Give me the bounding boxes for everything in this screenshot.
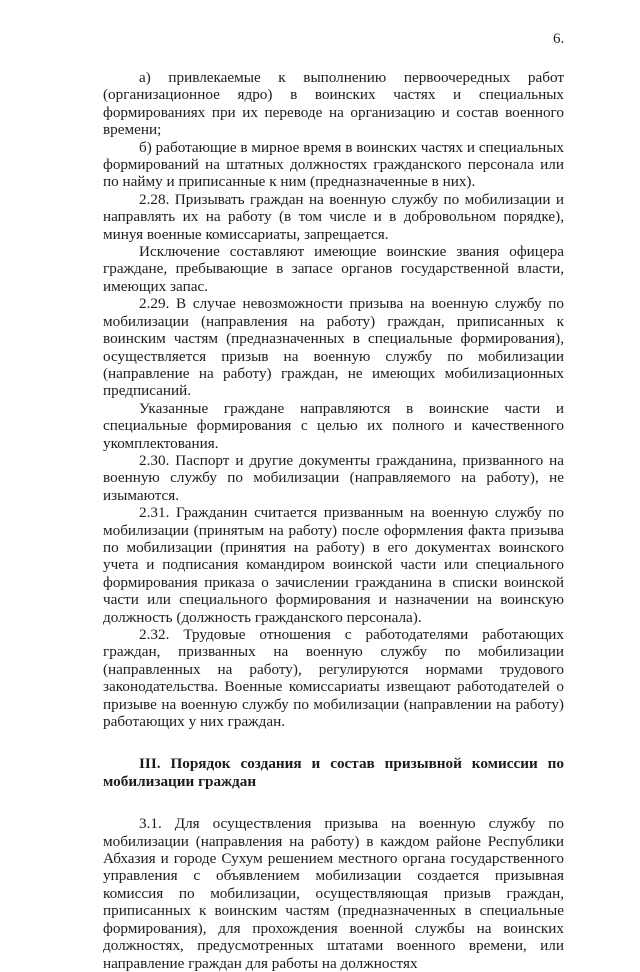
document-body: [103, 69, 564, 972]
paragraph-2-32: 2.32. Трудовые отношения с работодателями работающих граждан, призванных на военную службу по мобилизации (направленных на работу), регулируются нормами трудового законодательства. Военные комиссариаты извещают работодателей о призыве на военную службу по мобилизации (направлении на работу) работающих у них граждан.: [103, 626, 564, 731]
paragraph-2-31: 2.31. Гражданин считается призванным на военную службу по мобилизации (принятым на работу) после оформления факта призыва по мобилизации (принятия на работу) в его документах воинского учета и подписания командиром воинской части или специального формирования приказа о зачислении гражданина в списки воинской части или специального формирования и назначении на воинскую должность (должность гражданского персонала).: [103, 504, 564, 626]
paragraph-2-29-note: Указанные граждане направляются в воинские части и специальные формирования с целью их полного и качественного укомплектования.: [103, 399, 564, 452]
paragraph-2-28-exception: Исключение составляют имеющие воинские звания офицера граждане, пребывающие в запасе органов государственной власти, имеющих запас.: [103, 243, 564, 295]
paragraph-a: а) привлекаемые к выполнению первоочередных работ (организационное ядро) в воинских частях и специальных формированиях при их переводе на организацию и состав военного времени;: [103, 69, 564, 139]
paragraph-3-1: 3.1. Для осуществления призыва на военную службу по мобилизации (направления на работу) в каждом районе Республики Абхазия и городе Сухум решением местного органа государственного управления с объявлением мобилизации создается призывная комиссия по мобилизации, осуществляющая призыв граждан, приписанных к воинским частям (предназначенных в специальные формирования), для прохождения военной службы на воинских должностях, предусмотренных штатами военного времени, или направление граждан для работы на должностях: [103, 815, 564, 972]
paragraph-b: б) работающие в мирное время в воинских частях и специальных формирований на штатных должностях гражданского персонала или по найму и приписанные к ним (предназначенные в них).: [103, 138, 564, 191]
paragraph-2-29: 2.29. В случае невозможности призыва на военную службу по мобилизации (направления на работу) граждан, приписанных к воинским частям (предназначенных в специальные формирования), осуществляется призыв на военную службу по мобилизации (направление на работу) граждан, не имеющих мобилизационных предписаний.: [103, 295, 564, 400]
section-3-heading: III. Порядок создания и состав призывной комиссии по мобилизации граждан: [103, 755, 564, 790]
paragraph-2-28: 2.28. Призывать граждан на военную службу по мобилизации и направлять их на работу (в том числе и в добровольном порядке), минуя военные комиссариаты, запрещается.: [103, 190, 564, 243]
page-number: 6.: [553, 31, 565, 47]
paragraph-2-30: 2.30. Паспорт и другие документы гражданина, призванного на военную службу по мобилизации (направляемого на работу), не изымаются.: [103, 451, 564, 504]
